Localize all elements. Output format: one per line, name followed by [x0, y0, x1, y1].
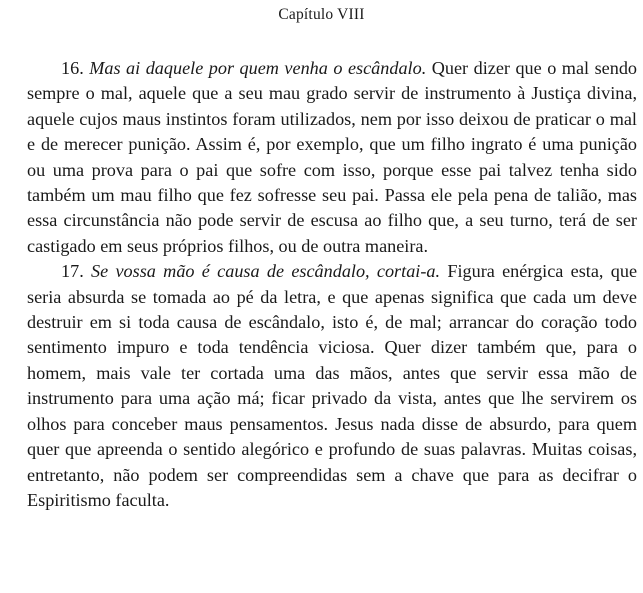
- paragraph-text: Figura enérgica esta, que seria absurda se tomada ao pé da letra, e que apenas significa que cada um deve destruir em si toda causa de escândalo, isto é, de mal; arrancar do coração todo sentimento impuro e toda tendência viciosa. Quer dizer também que, para o homem, mais vale ter cortada uma das mãos, antes que servir essa mão de instrumento para uma ação má; ficar privado da vista, antes que lhe servirem os olhos para conceber maus pensamentos. Jesus nada disse de absurdo, para quem quer que apreenda o sentido alegórico e profundo de suas palavras. Muitas coisas, entretanto, não podem ser compreendidas sem a chave que para as decifrar o Espiritismo faculta.: [27, 261, 638, 510]
- paragraph-17: [27, 259, 637, 513]
- paragraph-number: 16.: [61, 58, 84, 78]
- body-text: [27, 56, 637, 513]
- paragraph-quote: Se vossa mão é causa de escândalo, cortai-a.: [91, 261, 441, 282]
- paragraph-16: [27, 56, 637, 259]
- paragraph-text: Quer dizer que o mal sendo sempre o mal, aquele que a seu mau grado servir de instrumento à Justiça divina, aquele cujos maus instintos foram utilizados, nem por isso deixou de praticar o mal e de merecer punição. Assim é, por exemplo, que um filho ingrato é uma punição ou uma prova para o pai que sofre com isso, porque esse pai talvez tenha sido também um mau filho que fez sofresse seu pai. Passa ele pela pena de talião, mas essa circunstância não pode servir de escusa ao filho que, a seu turno, terá de ser castigado em seus próprios filhos, ou de outra maneira.: [27, 58, 638, 256]
- paragraph-number: 17.: [61, 261, 84, 282]
- paragraph-quote: Mas ai daquele por quem venha o escândalo.: [89, 58, 427, 78]
- running-head: Capítulo VIII: [278, 6, 365, 23]
